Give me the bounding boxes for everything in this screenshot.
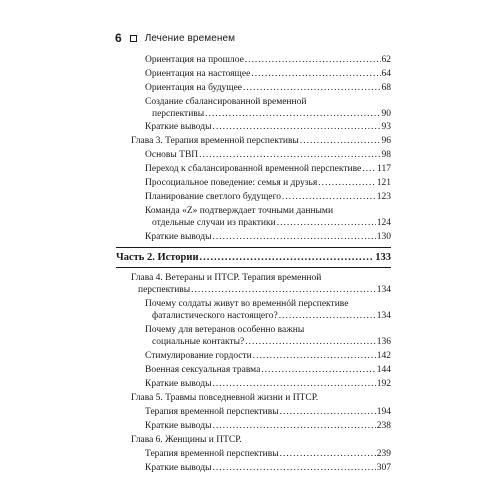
toc-entry [152, 310, 391, 322]
toc-part-entry [116, 251, 391, 265]
toc-chapter-heading: Глава 6. Женщины и ПТСР. [131, 435, 242, 445]
dot-leader [362, 163, 376, 175]
toc-entry-label: Ориентация на настоящее [145, 69, 251, 79]
toc-entry-label: социальные контакты? [152, 337, 245, 347]
toc-entry-label: отдельные случаи из практики [152, 218, 276, 228]
dot-leader [279, 310, 376, 322]
dot-leader [245, 54, 381, 66]
toc-entry [145, 448, 391, 460]
toc-entry-label: Ориентация на прошлое [145, 55, 244, 65]
toc-entry [145, 149, 391, 161]
toc-entry-page: 93 [381, 122, 391, 132]
dot-leader [212, 121, 380, 133]
toc-entry [145, 350, 391, 362]
toc-entry-label: Краткие выводы [145, 122, 212, 132]
toc-entry-page: 238 [376, 421, 391, 431]
toc-entry [145, 231, 391, 243]
toc-entry-page: 68 [381, 83, 391, 93]
dot-leader [280, 406, 376, 418]
toc-entry-page: 96 [381, 136, 391, 146]
toc-entry-label: Стимулирование гордости [145, 351, 252, 361]
running-title: Лечение временем [144, 32, 236, 44]
toc-entry-page: 142 [376, 351, 391, 361]
toc-entry-page: 90 [381, 109, 391, 119]
toc-entry-line1: Команда «Z» подтверждает точными данными [145, 206, 334, 216]
toc-entry-label: перспективы [138, 285, 191, 295]
toc-entry [145, 191, 391, 203]
toc-entry-page: 62 [381, 55, 391, 65]
dot-leader [212, 420, 375, 432]
toc-entry-label: Терапия временной перспективы [145, 407, 279, 417]
toc-entry-label: Краткие выводы [145, 379, 212, 389]
toc-entry [145, 420, 391, 432]
toc-entry-label: Основы ТВП [145, 150, 199, 160]
dot-leader [318, 177, 376, 189]
toc-entry [145, 54, 391, 66]
toc-entry [145, 82, 391, 94]
toc-entry-page: 123 [376, 192, 391, 202]
toc-entry-label: перспективы [152, 109, 205, 119]
toc-entry-page: 307 [376, 463, 391, 473]
dot-leader [261, 364, 375, 376]
toc-entry-page: 124 [376, 218, 391, 228]
toc-entry [145, 177, 391, 189]
dot-leader [282, 191, 376, 203]
dot-leader [191, 284, 376, 296]
toc-entry [152, 217, 391, 229]
toc-entry-label: Краткие выводы [145, 463, 212, 473]
toc-entry-label: Ориентация на будущее [145, 83, 243, 93]
toc-chapter-heading: Глава 5. Травмы повседневной жизни и ПТСР. [131, 393, 319, 403]
toc-entry-page: 194 [376, 407, 391, 417]
dot-leader [212, 378, 375, 390]
toc-part-label: Часть 2. Истории [116, 252, 199, 263]
toc-entry-page: 130 [376, 232, 391, 242]
dot-leader [251, 68, 380, 80]
toc-entry-line1: Почему солдаты живут во временнóй перспективе [145, 299, 349, 309]
toc-part-page: 133 [375, 252, 391, 263]
dot-leader [253, 350, 376, 362]
toc-entry-page: 239 [376, 449, 391, 459]
dot-leader [200, 251, 375, 265]
toc-entry [145, 462, 391, 474]
toc-entry [145, 163, 391, 175]
toc-entry-label: Военная сексуальная травма [145, 365, 261, 375]
section-rule-bottom [116, 267, 391, 268]
toc-entry-label: Терапия временной перспективы [145, 449, 279, 459]
dot-leader [199, 149, 380, 161]
toc-chapter-entry [138, 284, 391, 296]
toc-entry-page: 144 [376, 365, 391, 375]
dot-leader [277, 217, 376, 229]
toc-entry-page: 136 [376, 337, 391, 347]
toc-entry [152, 108, 391, 120]
dot-leader [245, 336, 375, 348]
toc-entry [145, 364, 391, 376]
toc-chapter-entry [131, 135, 391, 147]
toc-entry [145, 406, 391, 418]
toc-entry-page: 121 [376, 178, 391, 188]
toc-entry-label: Краткие выводы [145, 421, 212, 431]
toc-entry [145, 68, 391, 80]
dot-leader [280, 448, 376, 460]
toc-entry-label: Глава 3. Терапия временной перспективы [131, 136, 299, 146]
toc-entry-page: 98 [381, 150, 391, 160]
toc-entry-label: фаталистического настоящего? [152, 311, 278, 321]
toc-entry-page: 192 [376, 379, 391, 389]
toc-entry-line1: Почему для ветеранов особенно важны [145, 325, 305, 335]
toc-entry [152, 336, 391, 348]
toc-entry-label: Краткие выводы [145, 232, 212, 242]
toc-entry [145, 378, 391, 390]
toc-entry [145, 121, 391, 133]
dot-leader [205, 108, 380, 120]
section-rule-top [116, 247, 391, 248]
toc-chapter-line1: Глава 4. Ветераны и ПТСР. Терапия временной [131, 273, 322, 283]
dot-leader [300, 135, 381, 147]
toc-entry-line1: Создание сбалансированной временной [145, 97, 307, 107]
toc-entry-page: 134 [376, 311, 391, 321]
dot-leader [212, 231, 375, 243]
toc-entry-label: Планирование светлого будущего [145, 192, 282, 202]
toc-entry-page: 64 [381, 69, 391, 79]
toc-entry-page: 117 [377, 164, 391, 174]
dot-leader [243, 82, 380, 94]
toc-entry-label: Просоциальное поведение: семья и друзья [145, 178, 318, 188]
dot-leader [212, 462, 375, 474]
toc-entry-label: Переход к сбалансированной временной перспективе [145, 164, 362, 174]
toc-entry-page: 134 [376, 285, 391, 295]
page-number: 6 [115, 31, 122, 45]
